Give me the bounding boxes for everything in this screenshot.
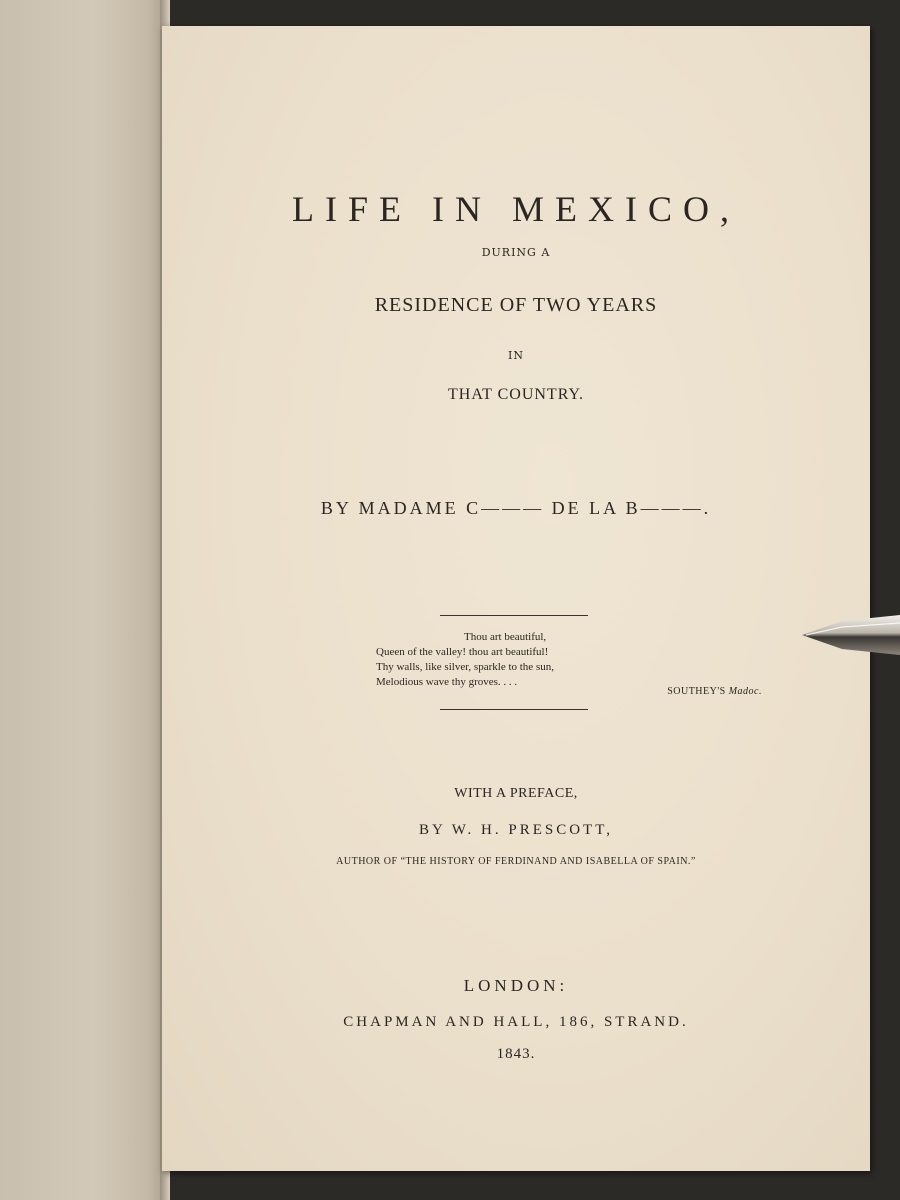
epigraph-line: Thou art beautiful, xyxy=(464,631,547,643)
epigraph-line: Thy walls, like silver, sparkle to the sun, xyxy=(376,661,554,673)
attribution-author: SOUTHEY'S xyxy=(667,686,726,697)
epigraph-rule-top xyxy=(440,615,588,616)
preface-line: WITH A PREFACE, xyxy=(454,786,578,801)
prescott-line: BY W. H. PRESCOTT, xyxy=(418,822,614,838)
epigraph-attribution xyxy=(602,686,762,697)
subtitle-residence: RESIDENCE OF TWO YEARS xyxy=(374,294,658,316)
facing-page xyxy=(0,0,168,1200)
title-page xyxy=(162,26,870,1171)
author-byline: BY MADAME C——— DE LA B———. xyxy=(320,498,712,518)
imprint-year: 1843. xyxy=(496,1046,536,1062)
author-of-line: AUTHOR OF “THE HISTORY OF FERDINAND AND ISABELLA OF SPAIN.” xyxy=(336,856,696,867)
subtitle-during: DURING A xyxy=(481,246,551,259)
epigraph-line: Melodious wave thy groves. . . . xyxy=(376,676,518,688)
attribution-work: Madoc. xyxy=(728,686,762,697)
subtitle-in: IN xyxy=(508,349,524,362)
pen-icon xyxy=(802,613,900,657)
imprint-publisher: CHAPMAN AND HALL, 186, STRAND. xyxy=(343,1014,689,1030)
imprint-city: LONDON: xyxy=(463,976,569,995)
epigraph-rule-bottom xyxy=(440,709,588,710)
epigraph-line: Queen of the valley! thou art beautiful! xyxy=(376,646,549,658)
book-title: LIFE IN MEXICO, xyxy=(292,189,740,229)
subtitle-country: THAT COUNTRY. xyxy=(448,386,584,403)
epigraph xyxy=(376,630,736,690)
